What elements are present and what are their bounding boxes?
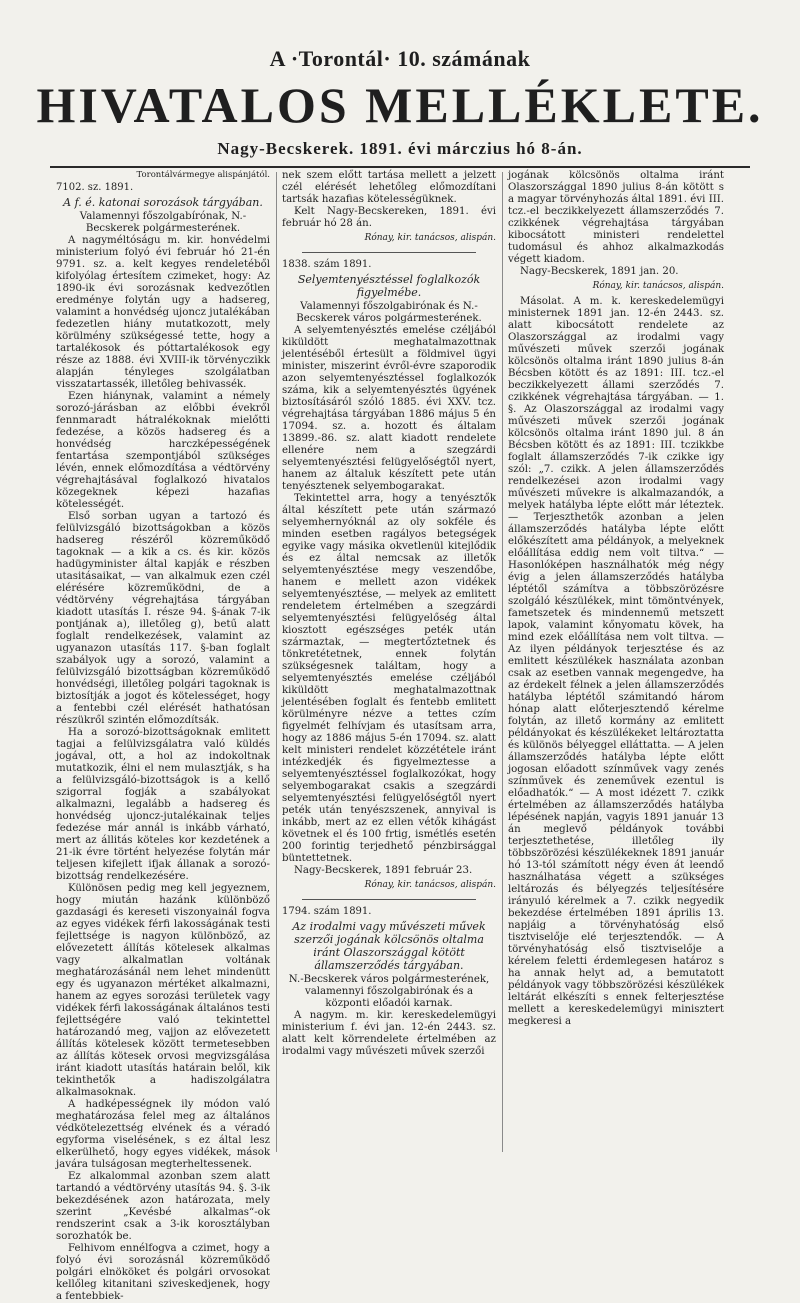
section-separator <box>302 899 476 900</box>
article-heading: Selyemtenyésztéssel foglalkozók figyelmébe. <box>297 273 481 299</box>
dated-line: Kelt Nagy-Becskereken, 1891. évi február hó 28 án. <box>282 206 496 229</box>
paragraph: Különösen pedig meg kell jegyeznem, hogy miután hazánk különböző gazdasági és kereseti viszonyainál fogva az egyes vidékek férfi lakosságának testi fejlettsége is nagyon különböző, az elővezetett állítás kötelesek alkalmas vagy alkalmatlan voltának meghatározásánál nem lehet mindenütt egy és ugyanazon mértéket alkalmazni, hanem az egyes sorozási területek vagy vidékek férfi lakosságának általános testi fejlettségére való tekintettel határozandó meg, vajjon az elővezetett állítás kötelesek között termetesebben az állítás kötesek orvosi megvizsgálása iránt kiadott utasítás határain belől, kik tekinthetők a hadiszolgálatra alkalmasoknak. <box>56 883 270 1098</box>
recipients: N.-Becskerek város polgármesterének, valamennyi főszolgabirónak és a központi előadói karnak. <box>288 974 490 1009</box>
paragraph: jogának kölcsönös oltalma iránt Olaszországgal 1890 julius 8-án kötött s a magyar törvényhozás által 1891. évi III. tcz.-el beczikkelyezett államszerződés 7. czikkének végrehajtása tárgyában kibocsátott ministeri rendelettel tudomásul és ahhoz alkalmazkodás végett kiadom. <box>508 170 724 265</box>
article-heading: Az irodalmi vagy művészeti művek szerzői jogának kölcsönös oltalma iránt Olaszországgal kötött államszerződés tárgyában. <box>292 920 486 972</box>
signature: Rónay, kir. tanácsos, alispán. <box>364 880 496 890</box>
main-title: HIVATALOS MELLÉKLETE. <box>36 77 764 133</box>
paragraph: nek szem előtt tartása mellett a jelzett czél elérését lehetőleg előmozdítani tartsák hazafias kötelességüknek. <box>282 170 496 205</box>
article-heading: A f. é. katonai sorozások tárgyában. <box>63 196 263 209</box>
document-number: 7102. sz. 1891. <box>56 182 134 193</box>
issuing-office: Torontálvármegye alispánjától. <box>136 170 270 180</box>
column-2 <box>282 170 496 1170</box>
document-number: 1838. szám 1891. <box>282 259 372 270</box>
recipients: Valamennyi főszolgabírónak, N.-Becskerek polgármesterének. <box>79 211 247 234</box>
paragraph: A nagyméltóságu m. kir. honvédelmi ministerium folyó évi február hó 21-én 9791. sz. a. kelt kegyes rendeletéből kifolyólag értesítem czimeket, hogy: Az 1890-ik évi sorozásnak kedvezőtlen eredménye folytán ugy a hadsereg, valamint a honvédség ujoncz jutalékában fedezetlen hiány mutatkozott, mely körülmény szükségessé tette, hogy a tartalékosok és póttartalékosok egy része az 1888. évi XVIII-ik törvényczikk alapján tényleges szolgálatban visszatartassék, illetőleg behivassék. <box>56 235 270 390</box>
section-separator <box>302 252 476 253</box>
paragraph: Másolat. A m. k. kereskedelemügyi ministernek 1891 jan. 12-én 2443. sz. alatt kibocsátott rendelete az Olaszországgal az irodalmi vagy művészeti művek szerzői jogának kölcsönös oltalma iránt 1890 julius 8-án Bécsben kötött és az 1891: III. tcz.-el beczikkelyezett állami szerződés 7. czikkének végrehajtása tárgyában. — 1. §. Az Olaszországgal az irodalmi vagy művészeti művek szerzői jogának kölcsönös oltalma iránt 1890 jul. 8 án Bécsben kötött és az 1891: III. tczikkbe foglalt államszerződés 7-ik czikke igy szól: „7. czikk. A jelen államszerződés rendelkezései azon irodalmi vagy művészeti művekre is alkalmazandók, a melyek hatályba lépte előtt már léteztek. — Terjeszthetők azonban a jelen államszerződés hatályba lépte előtt előkészített ama példányok, a melyeknek előállítása eddig nem volt tiltva.“ — Hasonlóképen használhatók még négy évig a jelen államszerződés hatályba léptétől számítva a többszörözésre szolgáló készülékek, mint tömöntvények, fametszetek és mindennemű metszett lapok, valamint kőnyomatu kövek, ha mind ezek előállítása nem volt tiltva. — Az ilyen példányok terjesztése és az emlitett készülékek használata azonban csak az esetben vannak megengedve, ha az érdekelt félnek a jelen államszerződés hatályba léptétől számitandó három hónap alatt előterjesztendő kérelme folytán, az illető kormány az emlitett példányokat és készülékeket leltároztatta és különös bélyeggel elláttatta. — A jelen államszerződés hatályba lépte előtt jogosan előadott színművek vagy zenés színművek és zeneművek ezentul is előadhatók.“ — A most idézett 7. czikk értelmében az államszerződés hatályba lépésének napján, vagyis 1891 január 13 án meglevő példányok további terjesztethetése, illetőleg ily többszörözési készülékeknek 1891 január hó 13-tól számított négy éven át leendő használhatása végett a szükséges leltározás és bélyegzés teljesítésére irányuló kérelmek a 7. czikk negyedik bekezdése értelmében 1891 április 13. napjáig a törvényhatóság első tisztviselője elé terjesztendők. — A törvényhatóság első tisztviselője a kérelem feletti érdemlegesen határoz s ha annak helyt ad, a bemutatott példányok vagy többszörözési készülékek leltárát elkészíti s ennek felterjesztése mellett a kereskedelemügyi minisztert megkeresi a <box>508 296 724 1027</box>
document-number: 1794. szám 1891. <box>282 906 372 917</box>
recipients: Valamennyi főszolgabirónak és N.-Becskerek város polgármesterének. <box>296 301 482 324</box>
column-divider-1 <box>276 172 277 1152</box>
dated-line: Nagy-Becskerek, 1891 jan. 20. <box>520 266 679 277</box>
paragraph: A selyemtenyésztés emelése czéljából kiküldött meghatalmazottnak jelentéséből értesült a földmivel ügyi minister, miszerint évről-évre szaporodik azon selyemtenyésztéssel foglalkozók száma, kik a selyemtenyésztés ügyének biztosításáról szóló 1885. évi XXV. tcz. végrehajtása tárgyában 1886 május 5 én 17094. sz. a. hozott és általam 13899.-86. sz. alatt kiadott rendelete ellenére nem a szegzárdi selyemtenyésztési felügyelőségtől nyert, hanem az általuk készített pete után tenyésztenek selyembogarakat. <box>282 325 496 492</box>
signature: Rónay, kir. tanácsos, alispán. <box>592 281 724 291</box>
signature: Rónay, kir. tanácsos, alispán. <box>364 233 496 243</box>
paragraph: Ezen hiánynak, valamint a némely sorozó-járásban az előbbi évekről fennmaradt hátralékoknak mielőtti fedezése, a közös hadsereg és a honvédség harczképességének fentartása szempontjából szükséges lévén, ennek előmozdítása a védtörvény végrehajtásával foglalkozó hivatalos közegeknek képezi hazafias kötelességét. <box>56 391 270 510</box>
dated-line: Nagy-Becskerek, 1891 február 23. <box>294 865 473 876</box>
paragraph: A hadképességnek ily módon való meghatározása felel meg az általános védkötelezettség elvének és a véradó egyforma viselésének, s ez által lesz elkerülhető, hogy egyes vidékek, mások javára tulságosan megterheltessenek. <box>56 1099 270 1170</box>
paragraph: Első sorban ugyan a tartozó és felülvizsgáló bizottságokban a közös hadsereg részéről közreműködő tagoknak — a kik a cs. és kir. közös hadügyminister által kapják e részben utasitásaikat, — van alkalmuk ezen czél elérésére közreműködni, de a védtörvény végrehajtása tárgyában kiadott utasítás I. része 94. §-ának 7-ik pontjának a), illetőleg g), betű alatt foglalt rendelkezések, valamint az ugyanazon utasítás 117. §-ban foglalt szabályok ugy a sorozó, valamint a felülvizsgáló bizottságban közreműködő honvédségi, illetőleg polgári tagoknak is biztosítják a jogot és kötelességet, hogy a fentebbi czél elérését hathatósan részükről szintén előmozdítsák. <box>56 511 270 726</box>
column-divider-2 <box>502 172 503 1152</box>
dateline: Nagy-Becskerek. 1891. évi márczius hó 8-án. <box>217 139 583 158</box>
paragraph: Ez alkalommal azonban szem alatt tartandó a védtörvény utasítás 94. §. 3-ik bekezdésének azon határozata, mely szerint „Kevésbé alkalmas“-ok rendszerint csak a 3-ik korosztályban sorozhatók be. <box>56 1171 270 1242</box>
paragraph: Tekintettel arra, hogy a tenyésztők által készített pete után származó selyemhernyóknál az oly sokféle és minden esetben ragályos betegségek egyike vagy másika okvetlenül kitejlődik és ez által nemcsak az illetők selyemtenyésztése megy veszendőbe, hanem e mellett azon vidékek selyemtenyésztése, — melyek az emlitett rendeletem értelmében a szegzárdi selyemtenyésztési felügyelőség által kiosztott egészséges peték után származtak, — megtertőztetnek és tönkretétetnek, ennek folytán szükségesnek találtam, hogy a selyemtenyésztés emelése czéljából kiküldött meghatalmazottnak jelentésében foglalt és fentebb emlitett körülményre nézve a tettes czím figyelmét felhívjam és utasítsam arra, hogy az 1886 május 5-én 17094. sz. alatt kelt ministeri rendelet közzététele iránt intézkedjék és figyelmeztesse a selyemtenyésztéssel foglalkozókat, hogy selyembogarakat csakis a szegzárdi selyemtenyésztési felügyelőségtől nyert peték után tenyészszenek, annyival is inkább, mert az ez ellen vétők kihágást követnek el és 100 frtig, ismétlés esetén 200 forintig terjedhető pénzbirsággal büntettetnek. <box>282 493 496 864</box>
supertitle: A ·Torontál· 10. számának <box>269 46 531 71</box>
paragraph: Felhivom ennélfogva a czimet, hogy a folyó évi sorozásnál közreműködő polgári elnököket és polgári orvosokat kellőleg kitanitani sziveskedjenek, hogy a fentebbiek- <box>56 1243 270 1302</box>
paragraph: A nagym. m. kir. kereskedelemügyi ministerium f. évi jan. 12-én 2443. sz. alatt kelt körrendelete értelmében az irodalmi vagy művészeti művek szerzői <box>282 1010 496 1057</box>
column-3 <box>508 170 724 1170</box>
paragraph: Ha a sorozó-bizottságoknak emlitett tagjai a felülvizsgálatra való küldés jogával, ott, a hol az indokoltnak mutatkozik, élni el nem mulasztják, s ha a felülvizsgáló-bizottságok is a kellő szigorral fogják a szabályokat alkalmazni, legalább a hadsereg és honvédség ujoncz-jutalékainak teljes fedezése már annál is inkább várható, mert az állitás köteles kor kezdetének a 21-ik évre történt helyezése folytán már teljesen kifejlett ifjak állanak a sorozó-bizottság rendelkezésére. <box>56 727 270 882</box>
header-rule <box>50 166 750 168</box>
column-1 <box>56 170 270 1302</box>
